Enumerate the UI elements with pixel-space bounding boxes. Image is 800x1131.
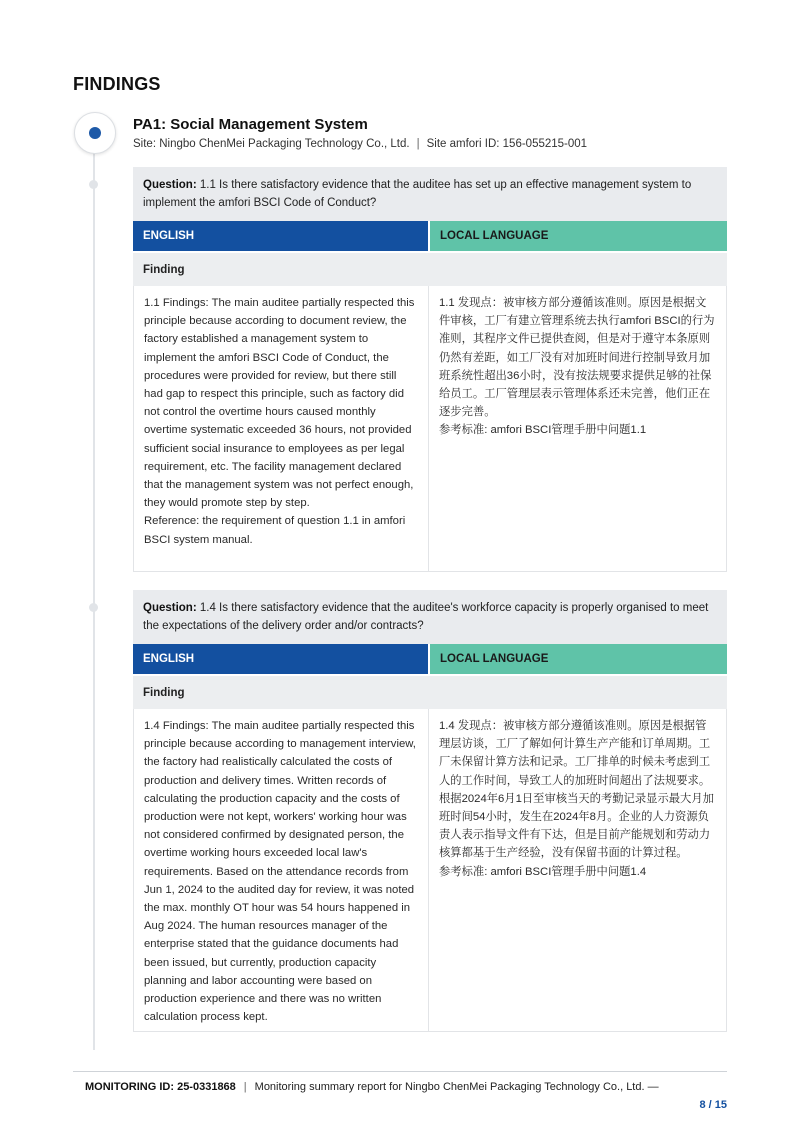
footer: [85, 1081, 659, 1093]
finding-columns: [133, 709, 727, 1032]
question-block: [133, 590, 727, 1032]
finding-paragraph: 1.1 Findings: The main auditee partially respected this principle because according to document review, the factory established a management system to implement the amfori BSCI Code of Conduct, the procedures were provided for review, but there still had gap to respect this principle, such as factory did not control the overtime hours caused monthly overtime systematic exceeded 36 hours, not provided sufficient social insurance to employees as per legal requirement, etc. The facility management declared that the management system was not perfect enough, they would promote step by step.: [144, 297, 415, 510]
question-block: [133, 167, 727, 572]
site-name: Site: Ningbo ChenMei Packaging Technology Co., Ltd.: [133, 138, 410, 150]
page-number: 8 / 15: [699, 1099, 727, 1111]
english-finding: [134, 709, 429, 1031]
local-finding: [429, 286, 726, 571]
timeline-line: [93, 150, 95, 1050]
timeline-dot-icon: [89, 603, 98, 612]
question-box: [133, 167, 727, 221]
english-header: ENGLISH: [133, 221, 428, 251]
local-finding: [429, 709, 726, 1031]
question-label: Question:: [143, 602, 197, 614]
finding-paragraph: 1.1 发现点：被审核方部分遵循该准则。原因是根据文件审核，工厂有建立管理系统去执行amfori BSCI的行为准则，其程序文件已提供查阅，但是对于遵守本条原则仍然有差距，如工厂没有对加班时间进行控制导致月加班系统性超出36小时，没有按法规要求提供足够的社保给员工。工厂管理层表示管理体系还未完善，他们正在逐步完善。: [439, 297, 715, 419]
report-title: Monitoring summary report for Ningbo ChenMei Packaging Technology Co., Ltd.: [254, 1081, 645, 1093]
finding-label: Finding: [133, 253, 727, 286]
question-box: [133, 590, 727, 644]
finding-label: Finding: [133, 676, 727, 709]
section-marker-icon: [74, 112, 116, 154]
footer-divider: [73, 1071, 727, 1072]
site-separator: |: [416, 138, 420, 150]
finding-columns: [133, 286, 727, 572]
timeline-dot-icon: [89, 180, 98, 189]
question-text: 1.1 Is there satisfactory evidence that the auditee has set up an effective management system to implement the amfori BSCI Code of Conduct?: [143, 179, 692, 209]
reference-paragraph: 参考标准: amfori BSCI管理手册中问题1.1: [439, 424, 647, 437]
reference-paragraph: Reference: the requirement of question 1.1 in amfori BSCI system manual.: [144, 515, 406, 546]
english-finding: [134, 286, 429, 571]
reference-paragraph: 参考标准: amfori BSCI管理手册中问题1.4: [439, 865, 647, 878]
marker-dot-icon: [89, 127, 101, 139]
finding-paragraph: 1.4 发现点：被审核方部分遵循该准则。原因是根据管理层访谈，工厂了解如何计算生产产能和订单周期。工厂未保留计算方法和记录。工厂排单的时候未考虑到工人的工作时间，导致工人的加班时间超出了法规要求。根据2024年6月1日至审核当天的考勤记录显示最大月加班时间54小时，发生在2024年8月。企业的人力资源负责人表示指导文件有下达，但是目前产能规划和劳动力核算都基于生产经验，没有保留书面的计算过程。: [439, 720, 714, 860]
language-header: [133, 644, 727, 674]
local-language-header: LOCAL LANGUAGE: [430, 221, 727, 251]
section-title: PA1: Social Management System: [133, 116, 368, 133]
site-info: [133, 138, 587, 150]
page-heading: FINDINGS: [73, 74, 161, 94]
question-label: Question:: [143, 179, 197, 191]
language-header: [133, 221, 727, 251]
monitoring-id: MONITORING ID: 25-0331868: [85, 1081, 236, 1093]
question-text: 1.4 Is there satisfactory evidence that the auditee's workforce capacity is properly organised to meet the expectations of the delivery order and/or contracts?: [143, 602, 709, 632]
footer-separator: |: [243, 1081, 247, 1093]
site-id: Site amfori ID: 156-055215-001: [426, 138, 588, 150]
local-language-header: LOCAL LANGUAGE: [430, 644, 727, 674]
finding-paragraph: 1.4 Findings: The main auditee partially respected this principle because according to management interview, the factory had realistically calculated the costs of production and delivery times. Written records of calculating the production capacity and the costs of production were not kept, workers' working hour was not considered confirmed by designated person, the overtime working hours exceeded local law's requirements. Based on the attendance records from Jun 1, 2024 to the audited day for review, it was noted the max. monthly OT hour was 54 hours happened in Aug 2024. The human resources manager of the enterprise stated that the guidance documents had been issued, but currently, production capacity planning and labor accounting were based on production experience and there was no written calculation process kept.: [144, 720, 416, 1024]
footer-dash: —: [647, 1081, 659, 1093]
english-header: ENGLISH: [133, 644, 428, 674]
